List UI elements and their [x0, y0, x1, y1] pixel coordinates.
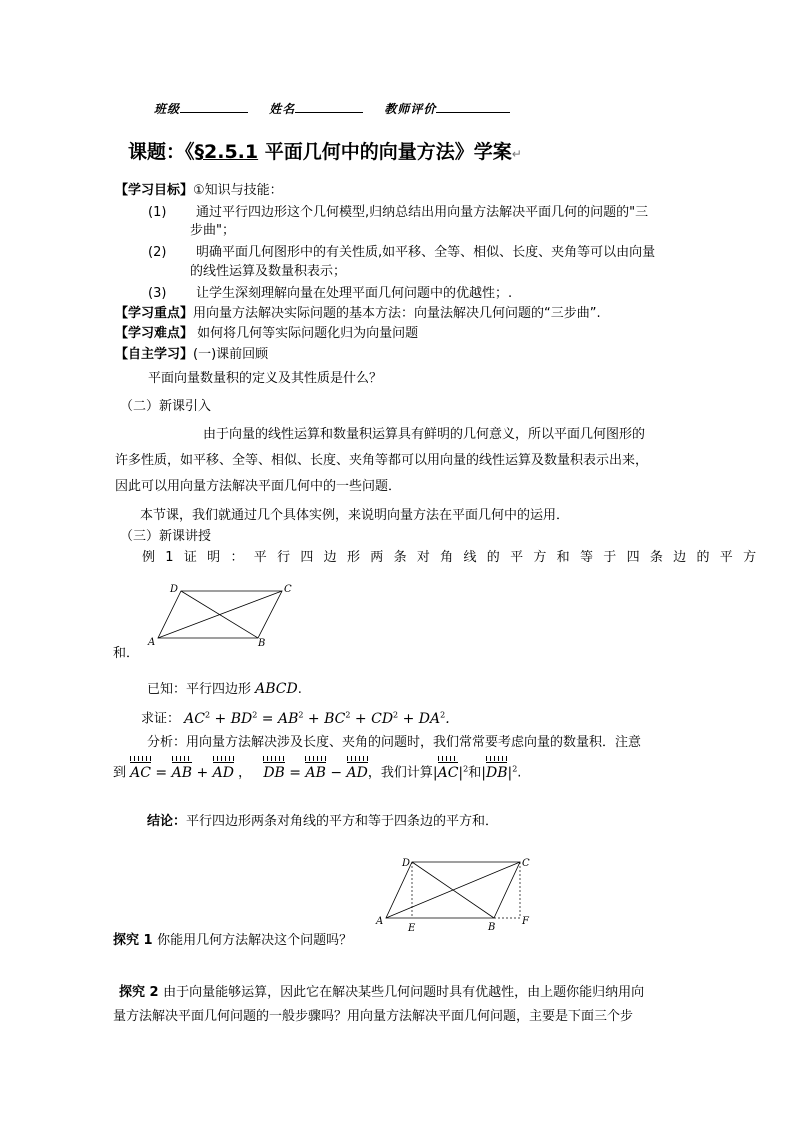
paragraph-mark: ↵ — [511, 147, 522, 161]
label-b-2: B — [488, 922, 496, 933]
diagonal-bd-2 — [412, 862, 494, 918]
analysis-line-2: 到 AC = AB + AD ， DB = AB − AD，我们计算$|AC|^2$和$|DB|^2$. — [113, 764, 522, 781]
name-blank — [295, 102, 363, 113]
objective-1: (1) 通过平行四边形这个几何模型,归纳总结出用向量方法解决平面几何的问题的"三 — [148, 205, 649, 220]
objective-2: (2) 明确平面几何图形中的有关性质,如平移、全等、相似、长度、夹角等可以由向量 — [148, 245, 656, 260]
label-d-2: D — [402, 858, 411, 869]
explore-2: 探究 2 由于向量能够运算，因此它在解决某些几何问题时具有优越性，由上题你能归纳用向 — [119, 985, 645, 1000]
label-e-2: E — [408, 923, 416, 934]
explore-2-cont: 量方法解决平面几何问题的一般步骤吗？用向量方法解决平面几何问题，主要是下面三个步 — [113, 1009, 634, 1024]
class-label: 班级 — [154, 102, 181, 116]
intro-line-1: 由于向量的线性运算和数量积运算具有鲜明的几何意义，所以平面几何图形的 — [203, 427, 646, 442]
intro-line-2: 许多性质，如平移、全等、相似、长度、夹角等都可以用向量的线性运算及数量积表示出来， — [115, 453, 649, 468]
explore-1: 探究 1 你能用几何方法解决这个问题吗？ — [113, 933, 353, 948]
diagonal-bd — [181, 591, 258, 638]
label-b: B — [258, 638, 266, 649]
objective-2-cont: 的线性运算及数量积表示； — [190, 264, 347, 279]
given: 已知：平行四边形 ABCD. — [147, 681, 302, 697]
prove-equation: $AC^2 + BD^2 = AB^2 + BC^2 + CD^2 + DA^2$. — [184, 710, 450, 727]
key-point: 【学习重点】用向量方法解决实际问题的基本方法：向量法解决几何问题的“三步曲”. — [115, 306, 601, 321]
objectives-heading — [115, 181, 283, 201]
title-main: 平面几何中的向量方法》学案 — [258, 141, 512, 163]
example-1-cont: 和． — [113, 646, 140, 661]
objective-3: (3) 让学生深刻理解向量在处理平面几何问题中的优越性；. — [148, 286, 513, 301]
teacher-blank — [436, 102, 510, 113]
parallelogram-figure — [146, 582, 296, 650]
intro-heading: （二）新课引入 — [120, 399, 212, 414]
objective-1-cont: 步曲"； — [190, 223, 235, 238]
teacher-label: 教师评价 — [384, 102, 437, 116]
name-label: 姓名 — [269, 102, 296, 116]
prove: 求证： $AC^2 + BD^2 = AB^2 + BC^2 + CD^2 + DA^2$. — [141, 710, 450, 727]
this-lesson: 本节课，我们就通过几个具体实例，来说明向量方法在平面几何中的运用． — [140, 508, 570, 523]
difficulty: 【学习难点】 如何将几何等实际问题化归为向量问题 — [115, 326, 419, 341]
label-a-2: A — [376, 916, 384, 927]
objectives-label: 【学习目标】 — [115, 183, 194, 198]
teach-heading: （三）新课讲授 — [120, 529, 212, 544]
page-title — [128, 137, 522, 164]
label-c: C — [284, 584, 292, 595]
label-c-2: C — [522, 858, 530, 869]
intro-line-3: 因此可以用向量方法解决平面几何中的一些问题． — [115, 479, 402, 494]
title-prefix: 课题：《 — [128, 141, 195, 163]
label-d: D — [170, 584, 179, 595]
review-question: 平面向量数量积的定义及其性质是什么？ — [148, 371, 383, 386]
parallelogram-height-figure — [374, 852, 534, 934]
conclusion: 结论：平行四边形两条对角线的平方和等于四条边的平方和． — [147, 814, 499, 829]
class-blank — [180, 102, 248, 113]
self-study: 【自主学习】(一)课前回顾 — [115, 347, 269, 362]
example-1: 例1证明：平行四边形两条对角线的平方和等于四条边的平方 — [142, 550, 767, 565]
analysis-line-1: 分析：用向量方法解决涉及长度、夹角的问题时，我们常常要考虑向量的数量积．注意 — [147, 735, 642, 750]
objectives-intro: ①知识与技能： — [193, 183, 283, 198]
header-fields — [154, 100, 526, 117]
title-section: §2.5.1 — [194, 141, 259, 163]
label-a: A — [148, 637, 156, 648]
label-f-2: F — [522, 916, 529, 927]
